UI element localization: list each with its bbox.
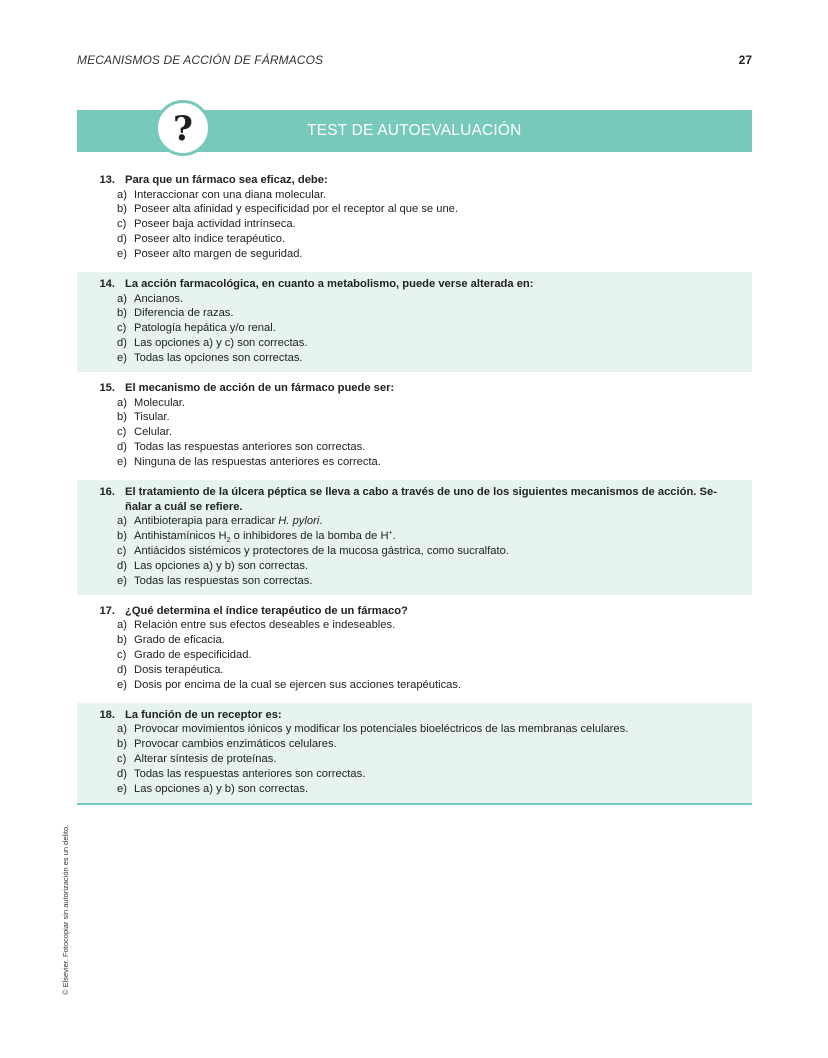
option-text: Antiácidos sistémicos y protectores de la mucosa gástrica, como sucralfato. — [134, 544, 509, 557]
running-head: MECANISMOS DE ACCIÓN DE FÁRMACOS — [77, 53, 324, 67]
option-text-italic: H. pylori — [278, 515, 320, 528]
question-17 — [77, 599, 752, 699]
option — [117, 232, 752, 247]
option — [117, 752, 752, 767]
question-mark-glyph: ? — [173, 109, 193, 149]
question-mark-icon — [155, 100, 211, 156]
option-text: Dosis terapéutica. — [134, 663, 224, 676]
option-text: Relación entre sus efectos deseables e indeseables. — [134, 619, 396, 632]
option-text-part: Antibioterapia para erradicar — [134, 515, 279, 528]
option-letter: b) — [117, 203, 127, 216]
option-text: Molecular. — [134, 396, 185, 409]
option-letter: a) — [117, 188, 127, 201]
option — [117, 544, 752, 559]
option — [117, 678, 752, 693]
option-letter: c) — [117, 752, 127, 765]
question-text: La acción farmacológica, en cuanto a metabolismo, puede verse alterada en: — [125, 278, 534, 291]
option-text: Ancianos. — [134, 292, 184, 305]
question-number: 17. — [99, 604, 115, 617]
question-15 — [77, 376, 752, 476]
question-16 — [77, 480, 752, 595]
option-letter: a) — [117, 396, 127, 409]
option-text-part: Antihistamínicos H — [134, 530, 227, 542]
copyright-notice: © Elsevier. Fotocopiar sin autorización es un delito. — [61, 824, 70, 995]
option-text: Las opciones a) y c) son correctas. — [134, 337, 308, 350]
option-letter: d) — [117, 663, 127, 676]
option-letter: e) — [117, 574, 127, 587]
option — [117, 306, 752, 321]
option-text: Poseer alto índice terapéutico. — [134, 233, 286, 246]
subscript: 2 — [226, 537, 231, 545]
option-text: Todas las opciones son correctas. — [134, 352, 303, 365]
option-text: Poseer alto margen de seguridad. — [134, 248, 303, 261]
option-letter: b) — [117, 307, 127, 320]
page-number: 27 — [738, 53, 752, 67]
option — [117, 737, 752, 752]
option-letter: a) — [117, 723, 127, 736]
option-text: Patología hepática y/o renal. — [134, 322, 276, 335]
option-text: Las opciones a) y b) son correctas. — [134, 782, 309, 795]
question-text: El mecanismo de acción de un fármaco puede ser: — [125, 382, 395, 395]
option-text: Diferencia de razas. — [134, 307, 234, 320]
option-letter: c) — [117, 426, 127, 439]
option-text: Provocar cambios enzimáticos celulares. — [134, 738, 337, 751]
option-text: Poseer alta afinidad y especificidad por el receptor al que se une. — [134, 203, 459, 216]
option-letter: a) — [117, 619, 127, 632]
question-text-line-1: El tratamiento de la úlcera péptica se lleva a cabo a través de uno de los siguientes mecanismos de acción. Se- — [125, 486, 717, 499]
option — [117, 425, 752, 440]
option-letter: b) — [117, 530, 127, 542]
option-letter: c) — [117, 648, 127, 661]
option-letter: d) — [117, 767, 127, 780]
option-text: Interaccionar con una diana molecular. — [134, 188, 327, 201]
option-text: Provocar movimientos iónicos y modificar los potenciales bioeléctricos de las membranas celulares. — [134, 723, 629, 736]
option-text: Celular. — [134, 426, 172, 439]
option-text-part: o inhibidores de la bomba de H — [230, 530, 389, 542]
option-text: Todas las respuestas son correctas. — [134, 574, 313, 587]
question-number: 18. — [99, 708, 115, 721]
option — [117, 722, 752, 737]
option-letter: d) — [117, 559, 127, 572]
option-text: Alterar síntesis de proteínas. — [134, 752, 277, 765]
option-letter: e) — [117, 248, 127, 261]
option — [117, 321, 752, 336]
option — [117, 633, 752, 648]
option — [117, 514, 752, 529]
option — [117, 767, 752, 782]
option-text: Todas las respuestas anteriores son correctas. — [134, 767, 366, 780]
option-text: Tisular. — [134, 411, 170, 424]
option-text: Poseer baja actividad intrínseca. — [134, 218, 296, 231]
bottom-rule — [77, 803, 752, 805]
option — [117, 336, 752, 351]
option-text: Grado de eficacia. — [134, 634, 225, 647]
question-number: 15. — [99, 382, 115, 395]
question-text: ¿Qué determina el índice terapéutico de un fármaco? — [125, 604, 408, 617]
option-letter: e) — [117, 678, 127, 691]
option — [117, 247, 752, 262]
question-number: 13. — [99, 174, 115, 186]
option-letter: a) — [117, 292, 127, 305]
question-14 — [77, 272, 752, 372]
option-letter: d) — [117, 233, 127, 246]
option-letter: c) — [117, 218, 127, 231]
option-letter: a) — [117, 515, 127, 528]
question-text-line-2: ñalar a cuál se refiere. — [125, 500, 243, 513]
question-number: 14. — [99, 278, 115, 291]
option-text — [134, 529, 396, 544]
option — [117, 529, 752, 544]
option-letter: d) — [117, 337, 127, 350]
option-text: Las opciones a) y b) son correctas. — [134, 559, 309, 572]
option-letter: e) — [117, 782, 127, 795]
option-letter: c) — [117, 544, 127, 557]
option-text-part: . — [319, 515, 323, 528]
question-18 — [77, 703, 752, 803]
option-letter: e) — [117, 456, 127, 469]
option — [117, 440, 752, 455]
option-text: Grado de especificidad. — [134, 648, 252, 661]
option-text: Dosis por encima de la cual se ejercen sus acciones terapéuticas. — [134, 678, 462, 691]
question-number: 16. — [99, 486, 115, 499]
option-letter: e) — [117, 352, 127, 365]
option — [117, 202, 752, 217]
option — [117, 618, 752, 633]
option-letter: d) — [117, 441, 127, 454]
option — [117, 396, 752, 411]
option — [117, 188, 752, 203]
option-letter: b) — [117, 411, 127, 424]
option — [117, 559, 752, 574]
option-letter: b) — [117, 634, 127, 647]
option-text: Todas las respuestas anteriores son correctas. — [134, 441, 366, 454]
option — [117, 455, 752, 470]
option-letter: c) — [117, 322, 127, 335]
question-list — [77, 168, 752, 803]
option — [117, 648, 752, 663]
question-13 — [77, 168, 752, 268]
option-letter: b) — [117, 738, 127, 751]
option — [117, 292, 752, 307]
option — [117, 663, 752, 678]
superscript: + — [388, 529, 393, 537]
option-text — [134, 514, 322, 529]
option-text-part: . — [392, 530, 396, 542]
option — [117, 410, 752, 425]
option — [117, 351, 752, 366]
question-text: La función de un receptor es: — [125, 708, 282, 721]
question-text: Para que un fármaco sea eficaz, debe: — [125, 174, 328, 186]
option — [117, 782, 752, 797]
question-text — [125, 485, 750, 514]
banner-title: TEST DE AUTOEVALUACIÓN — [307, 122, 522, 139]
option-text: Ninguna de las respuestas anteriores es correcta. — [134, 456, 381, 469]
option — [117, 574, 752, 589]
option — [117, 217, 752, 232]
